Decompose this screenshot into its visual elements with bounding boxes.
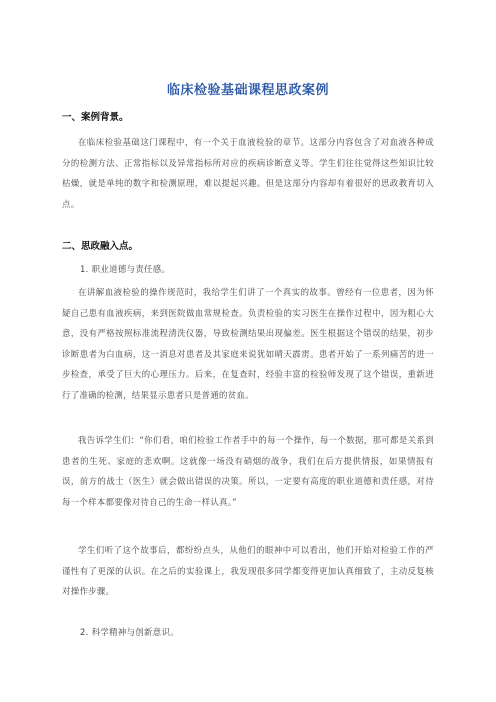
- paragraph-reaction: 学生们听了这个故事后，都纷纷点头，从他们的眼神中可以看出，他们开始对检验工作的严谨性有了更深的认识。在之后的实验课上，我发现很多同学都变得更加认真细致了，主动反复核对操作步骤。: [62, 545, 434, 596]
- section-heading-integration: 二、思政融入点。: [62, 241, 139, 252]
- document-title: 临床检验基础课程思政案例: [166, 83, 329, 98]
- section-heading-background: 一、案例背景。: [62, 112, 129, 123]
- paragraph-quote: 我告诉学生们：“你们看，咱们检验工作者手中的每一个操作，每一个数据，那可都是关系到患者的生死、家庭的悲欢啊。这就像一场没有硝烟的战争，我们在后方提供情报，如果情报有误，前方的战士（医生）就会做出错误的决策。所以，一定要有高度的职业道德和责任感，对待每一个样本都要像对待自己的生命一样认真。”: [62, 435, 434, 507]
- paragraph-story: 在讲解血液检验的操作规范时，我给学生们讲了一个真实的故事。曾经有一位患者，因为怀疑自己患有血液疾病，来到医院做血常规检查。负责检验的实习医生在操作过程中，因为粗心大意，没有严格按照标准流程清洗仪器，导致检测结果出现偏差。医生根据这个错误的结果，初步诊断患者为白血病，这一消息对患者及其家庭来说犹如晴天霹雳。患者开始了一系列痛苦的进一步检查，承受了巨大的心理压力。后来，在复查时，经验丰富的检验师发现了这个错误，重新进行了准确的检测，结果显示患者只是普通的贫血。: [62, 287, 434, 400]
- list-item-ethics: 1. 职业道德与责任感。: [80, 264, 171, 274]
- list-item-science: 2. 科学精神与创新意识。: [80, 627, 179, 637]
- paragraph-background: 在临床检验基础这门课程中，有一个关于血液检验的章节。这部分内容包含了对血液各种成分的检测方法、正常指标以及异常指标所对应的疾病诊断意义等。学生们往往觉得这些知识比较枯燥，就是单纯的数字和检测原理，难以提起兴趣。但是这部分内容却有着很好的思政教育切入点。: [62, 137, 434, 209]
